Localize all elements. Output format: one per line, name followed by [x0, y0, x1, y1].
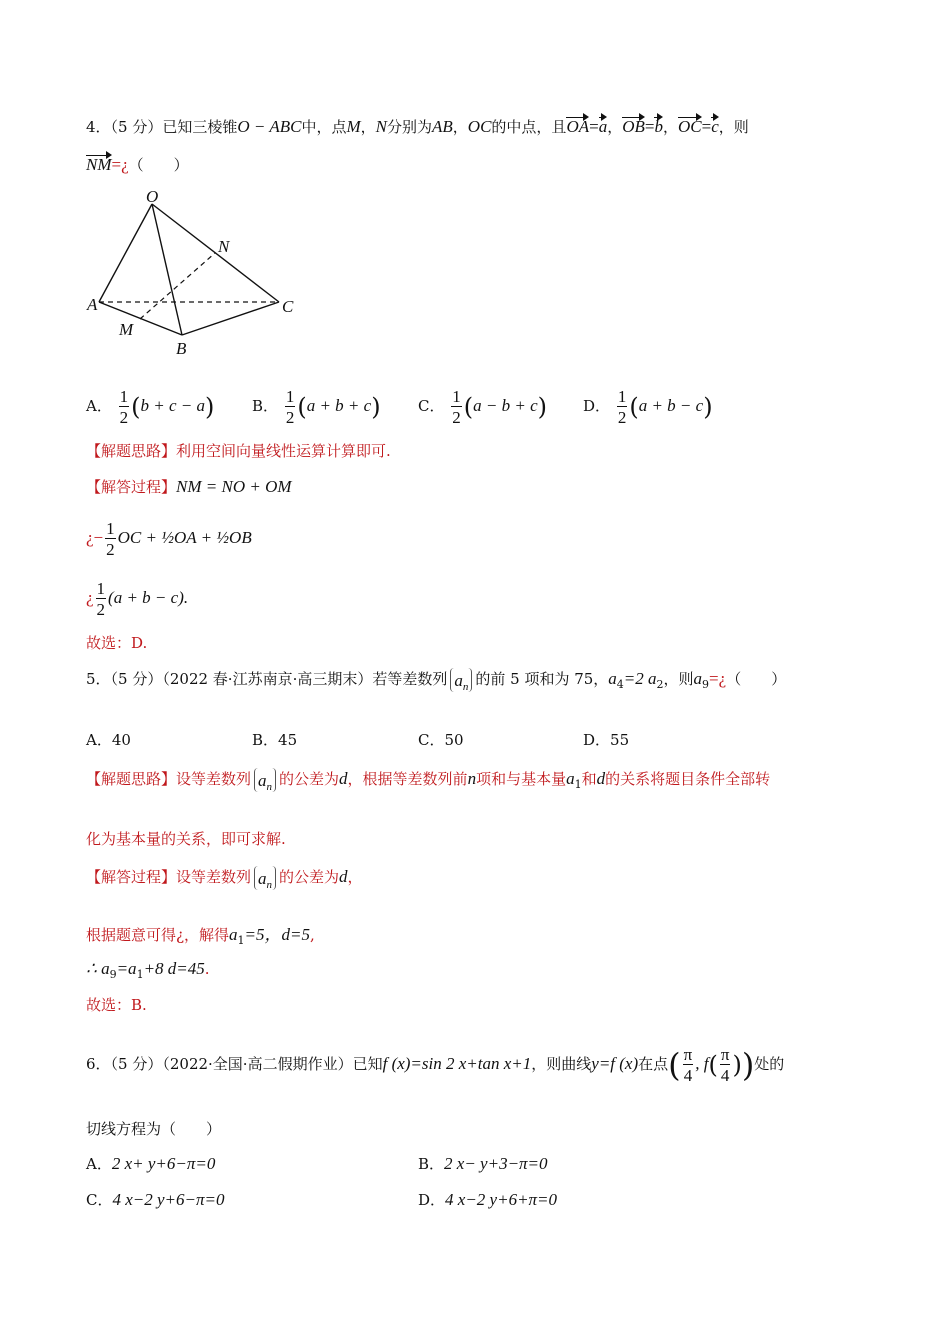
idea-tag: 【解题思路】	[86, 442, 177, 460]
label-m: M	[119, 320, 134, 339]
q5-option-d[interactable]: D．55	[583, 731, 630, 749]
vector-ob: OB	[622, 117, 645, 136]
q5-stem: 5．（5 分）（2022 春·江苏南京·高三期末）若等差数列 $a_n$ 的前 5 项和为 75，$a_4=2$ $a_2$，则$a_9=¿$（ ）	[86, 669, 787, 693]
q4-stem: 4．（5 分）已知三棱锥O − ABC中，点M，N分别为AB，OC的中点，且OA=a，OB=b，OC=c，则	[86, 117, 749, 136]
function-def: f (x)=sin 2 x+tan x+1	[382, 1054, 532, 1073]
q6-option-d[interactable]: D．4 x−2 y+6+π=0	[418, 1190, 558, 1209]
q6-option-b[interactable]: B．2 x− y+3−π=0	[418, 1154, 548, 1173]
q5-option-b[interactable]: B．45	[252, 731, 298, 749]
q4-option-b[interactable]: B． $\frac{1}{2}$ (a + b + c)	[252, 387, 381, 427]
vector-oa: OA	[566, 117, 590, 136]
label-n: N	[218, 237, 230, 256]
q6-stem-cont: 切线方程为（ ）	[86, 1120, 222, 1138]
label-c: C	[282, 297, 294, 316]
q4-solution-step-1: 【解答过程】NM = NO + OM	[86, 477, 292, 496]
label-o: O	[146, 187, 159, 206]
q4-solution-step-3: ¿ $\frac{1}{2}$ (a + b − c).	[86, 579, 189, 619]
pyramid-figure	[84, 182, 314, 362]
q4-option-c[interactable]: C． $\frac{1}{2}$ (a − b + c)	[418, 387, 548, 427]
q6-option-c[interactable]: C．4 x−2 y+6−π=0	[86, 1190, 225, 1209]
q5-solution-idea: 【解题思路】设等差数列 $a_n$ 的公差为d，根据等差数列前n项和与基本量$a_1$和d的关系将题目条件全部转	[86, 769, 771, 793]
q4-blank: （ ）	[128, 156, 189, 174]
vector-nm: NM	[86, 155, 112, 174]
label-a: A	[87, 295, 98, 314]
label-b: B	[176, 339, 187, 358]
q6-stem: 6．（5 分）（2022·全国·高二假期作业）已知f (x)=sin 2 x+tan x+1，则曲线y=f (x)在点( $\frac{\pi}{4}$ , f( $\frac{\pi}{4}$ ))处的	[86, 1045, 785, 1085]
q4-score: （5 分）	[110, 118, 163, 136]
q4-answer: 故选：D.	[86, 634, 148, 652]
q4-stem-cont: NM=¿（ ）	[86, 155, 189, 174]
vector-oc: OC	[678, 117, 702, 136]
q5-solution-step-1: 【解答过程】设等差数列 $a_n$ 的公差为d，	[86, 867, 363, 891]
q4-solution-idea: 【解题思路】利用空间向量线性运算计算即可.	[86, 442, 391, 460]
q6-source: （2022·全国·高二假期作业）	[162, 1055, 353, 1073]
q5-solution-step-3: ∴ $a_9=a_1+8$ d=45.	[86, 959, 210, 981]
q4-solution-step-2: ¿− $\frac{1}{2}$ OC + ½OA + ½OB	[86, 519, 252, 559]
q4-number: 4．	[86, 118, 111, 136]
q4-option-d[interactable]: D． $\frac{1}{2}$ (a + b − c)	[583, 387, 713, 427]
q5-solution-step-2: 根据题意可得¿，解得$a_1=5$，d=5,	[86, 925, 315, 947]
pyramid-name: O − ABC	[237, 117, 302, 136]
q5-answer: 故选：B.	[86, 996, 147, 1014]
q5-source: （2022 春·江苏南京·高三期末）	[162, 670, 373, 688]
segment-mn	[140, 253, 215, 319]
q5-option-c[interactable]: C．50	[418, 731, 464, 749]
process-tag: 【解答过程】	[86, 478, 177, 496]
q5-solution-idea-cont: 化为基本量的关系，即可求解.	[86, 830, 286, 848]
q6-option-a[interactable]: A．2 x+ y+6−π=0	[86, 1154, 216, 1173]
q5-option-a[interactable]: A．40	[86, 731, 131, 749]
edge-bc	[182, 302, 279, 335]
edge-oa	[99, 204, 152, 302]
q4-option-a[interactable]: A． $\frac{1}{2}$ (b + c − a)	[86, 387, 215, 427]
